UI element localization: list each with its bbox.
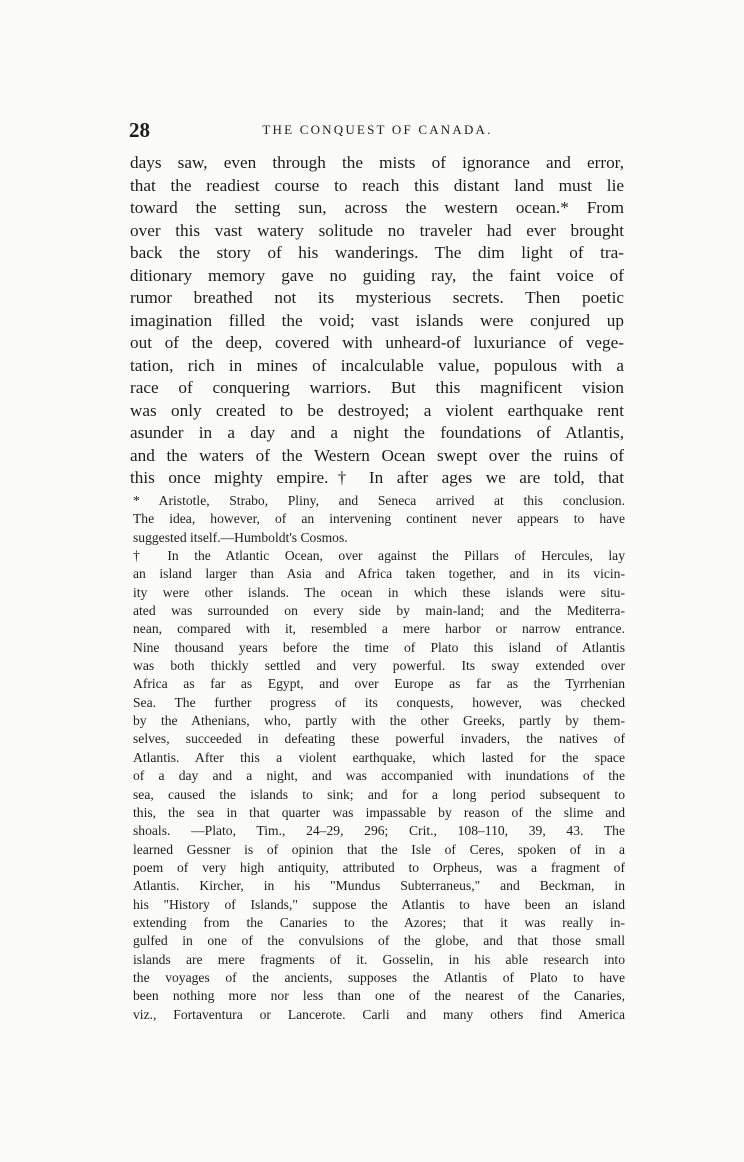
running-title: THE CONQUEST OF CANADA. xyxy=(262,122,493,137)
footnote-line: Atlantis. After this a violent earthquake, which lasted for the space xyxy=(133,749,625,765)
footnote-line: Sea. The further progress of its conquests, however, was checked xyxy=(133,694,625,710)
body-line: back the story of his wanderings. The dim light of tra- xyxy=(130,243,624,262)
footnote-line: The idea, however, of an intervening continent never appears to have xyxy=(133,511,625,527)
footnote-line: gulfed in one of the convulsions of the globe, and that those small xyxy=(133,933,625,949)
footnote-line: selves, succeeded in defeating these powerful invaders, the natives of xyxy=(133,731,625,747)
footnote-line: viz., Fortaventura or Lancerote. Carli and many others find America xyxy=(133,1006,625,1022)
body-line: over this vast watery solitude no traveler had ever brought xyxy=(130,220,624,240)
footnote-line: suggested itself.—Humboldt's Cosmos. xyxy=(133,529,348,545)
footnote-line: of a day and a night, and was accompanied with inundations of the xyxy=(133,768,625,784)
footnote-line: Africa as far as Egypt, and over Europe as far as the Tyrrhenian xyxy=(133,676,625,692)
footnote-line: nean, compared with it, resembled a mere harbor or narrow entrance. xyxy=(133,621,625,637)
body-line: imagination filled the void; vast islands were conjured up xyxy=(130,310,624,330)
body-line: that the readiest course to reach this distant land must lie xyxy=(130,175,624,195)
body-line: and the waters of the Western Ocean swept over the ruins of xyxy=(130,445,624,465)
body-line: was only created to be destroyed; a violent earthquake rent xyxy=(130,400,624,420)
body-line: race of conquering warriors. But this magnificent vision xyxy=(130,378,624,397)
footnote-line: † In the Atlantic Ocean, over against the Pillars of Hercules, lay xyxy=(133,548,625,564)
footnote-line: Atlantis. Kircher, in his "Mundus Subterraneus," and Beckman, in xyxy=(133,878,625,894)
footnote-line: an island larger than Asia and Africa taken together, and in its vicin- xyxy=(133,566,625,582)
body-line: rumor breathed not its mysterious secrets. Then poetic xyxy=(130,288,624,307)
footnotes xyxy=(133,492,625,1024)
footnote-line: islands are mere fragments of it. Gosselin, in his able research into xyxy=(133,951,625,967)
footnote-line: * Aristotle, Strabo, Pliny, and Seneca arrived at this conclusion. xyxy=(133,493,625,508)
page-header xyxy=(129,118,626,142)
body-line: days saw, even through the mists of ignorance and error, xyxy=(130,153,624,172)
footnote-line: poem of very high antiquity, attributed to Orpheus, was a fragment of xyxy=(133,859,625,875)
footnote-line: his "History of Islands," suppose the Atlantis to have been an island xyxy=(133,896,625,912)
footnote-line: shoals. —Plato, Tim., 24–29, 296; Crit., 108–110, 39, 43. The xyxy=(133,823,625,839)
body-line: toward the setting sun, across the western ocean.* From xyxy=(130,198,624,217)
body-line: tation, rich in mines of incalculable value, populous with a xyxy=(130,355,624,375)
footnote-line: by the Athenians, who, partly with the other Greeks, partly by them- xyxy=(133,713,625,729)
footnote-line: the voyages of the ancients, supposes the Atlantis of Plato to have xyxy=(133,969,625,985)
footnote-line: this, the sea in that quarter was impassable by reason of the slime and xyxy=(133,804,625,820)
body-line: asunder in a day and a night the foundations of Atlantis, xyxy=(130,423,624,442)
footnote-line: sea, caused the islands to sink; and for a long period subsequent to xyxy=(133,786,625,802)
footnote-line: been nothing more nor less than one of the nearest of the Canaries, xyxy=(133,988,625,1004)
footnote-line: learned Gessner is of opinion that the Isle of Ceres, spoken of in a xyxy=(133,841,625,857)
body-line: out of the deep, covered with unheard-of luxuriance of vege- xyxy=(130,333,624,352)
footnote-line: ated was surrounded on every side by main-land; and the Mediterra- xyxy=(133,603,625,619)
footnote-line: was both thickly settled and very powerful. Its sway extended over xyxy=(133,658,625,674)
footnote-line: extending from the Canaries to the Azores; that it was really in- xyxy=(133,914,625,930)
footnote-line: ity were other islands. The ocean in which these islands were situ- xyxy=(133,584,625,600)
body-text xyxy=(130,152,624,490)
body-line: this once mighty empire.† In after ages we are told, that xyxy=(130,468,624,487)
body-line: ditionary memory gave no guiding ray, the faint voice of xyxy=(130,265,624,285)
footnote-line: Nine thousand years before the time of Plato this island of Atlantis xyxy=(133,639,625,655)
page-number: 28 xyxy=(129,118,150,142)
